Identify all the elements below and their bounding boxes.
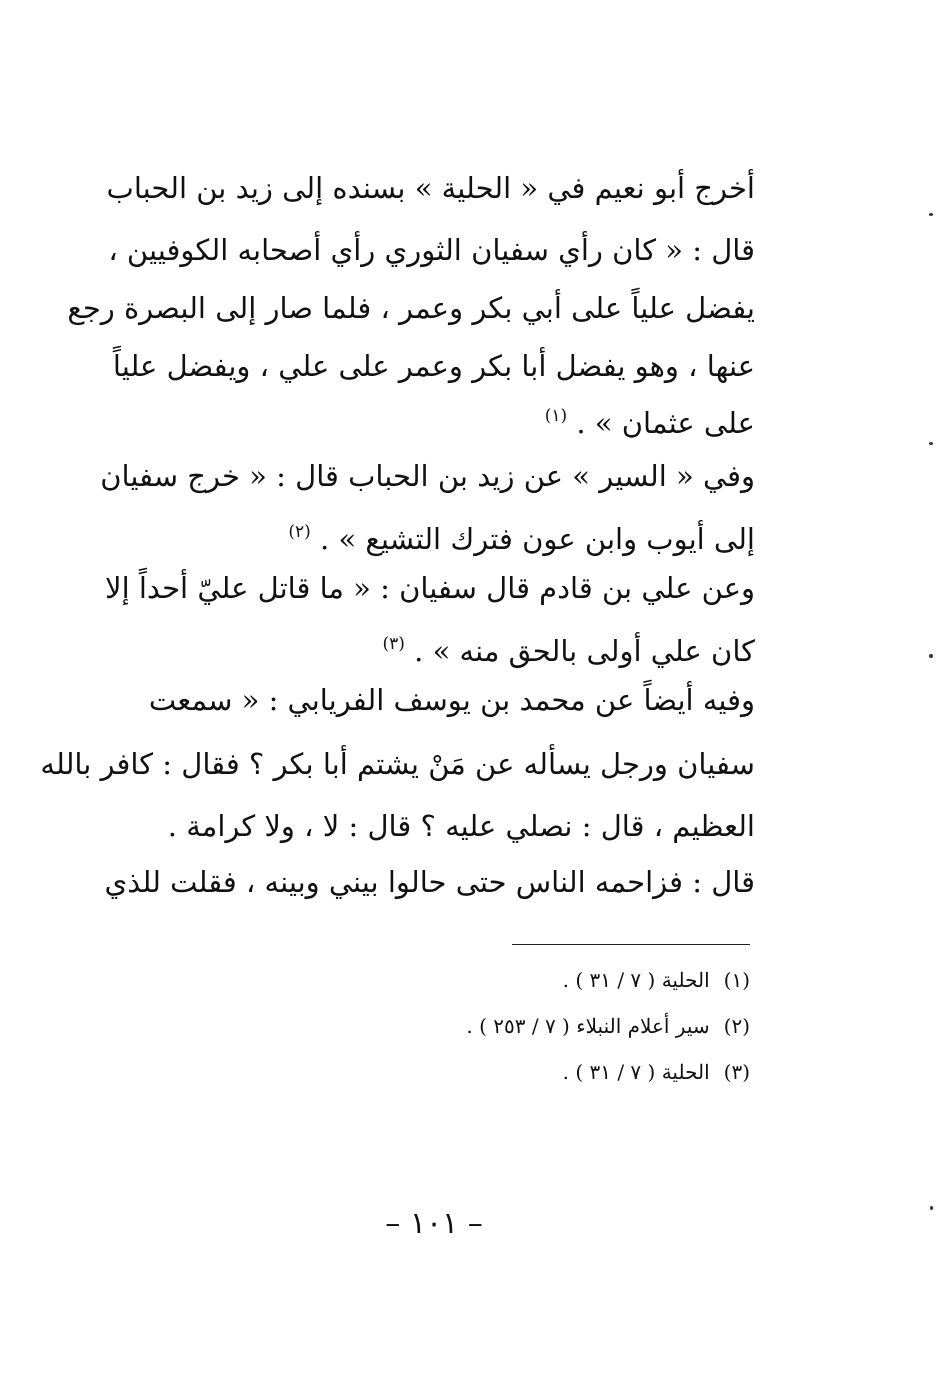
scan-speck (929, 442, 933, 445)
scan-speck (929, 654, 933, 658)
page-number: – ١٠١ – (385, 1206, 483, 1241)
footnote-text: الحلية ( ٧ / ٣١ ) . (562, 1060, 710, 1084)
scan-speck (930, 1206, 933, 1210)
footnote (230, 966, 750, 994)
body-line: قال : فزاحمه الناس حتى حالوا بيني وبينه ، فقلت للذي (104, 865, 755, 899)
body-line: أخرج أبو نعيم في « الحلية » بسنده إلى زيد بن الحباب (106, 171, 755, 205)
body-line: قال : « كان رأي سفيان الثوري رأي أصحابه الكوفيين ، (108, 233, 755, 267)
footnote-number: (٣) (723, 1060, 750, 1084)
line-text: كان علي أولى بالحق منه » . (414, 634, 755, 668)
footnote (230, 1058, 750, 1086)
footnote-number: (١) (723, 968, 750, 992)
body-line: سفيان ورجل يسأله عن مَنْ يشتم أبا بكر ؟ فقال : كافر بالله (40, 747, 755, 781)
body-line-with-footnote (150, 512, 755, 559)
scan-speck (929, 213, 933, 216)
footnote-marker: (٢) (288, 522, 311, 542)
body-line-with-footnote (150, 624, 755, 671)
footnote-text: سير أعلام النبلاء ( ٧ / ٢٥٣ ) . (466, 1014, 710, 1038)
footnote (230, 1012, 750, 1040)
line-text: على عثمان » . (576, 406, 755, 440)
footnote-marker: (١) (544, 406, 568, 426)
body-line-with-footnote (150, 396, 755, 443)
body-line: وفي « السير » عن زيد بن الحباب قال : « خرج سفيان (100, 459, 755, 493)
line-text: إلى أيوب وابن عون فترك التشيع » . (320, 522, 755, 556)
footnote-marker: (٣) (382, 634, 405, 654)
body-line: يفضل علياً على أبي بكر وعمر ، فلما صار إلى البصرة رجع (67, 291, 755, 325)
body-line: العظيم ، قال : نصلي عليه ؟ قال : لا ، ولا كرامة . (167, 809, 755, 843)
body-line: عنها ، وهو يفضل أبا بكر وعمر على علي ، ويفضل علياً (112, 349, 755, 383)
footnote-separator (512, 944, 750, 945)
body-line: وفيه أيضاً عن محمد بن يوسف الفريابي : « سمعت (148, 683, 755, 717)
footnote-text: الحلية ( ٧ / ٣١ ) . (562, 968, 710, 992)
body-line: وعن علي بن قادم قال سفيان : « ما قاتل عليّ أحداً إلا (105, 571, 755, 605)
footnote-number: (٢) (723, 1014, 750, 1038)
